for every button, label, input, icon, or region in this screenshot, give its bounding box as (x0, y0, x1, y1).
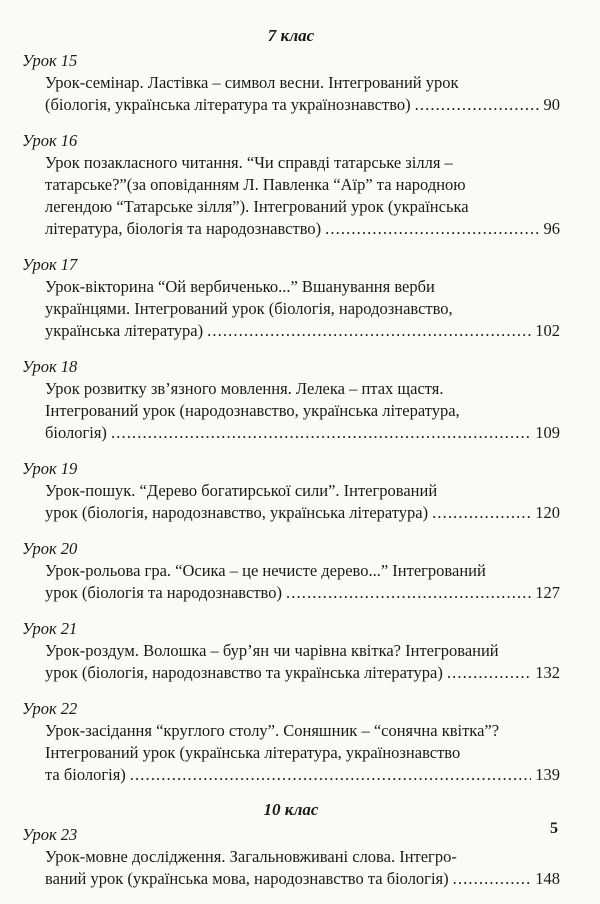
description-line: Інтегрований урок (українська література, українознавство (45, 743, 461, 762)
description-line: Урок-вікторина “Ой вербиченько...” Вшанування верби (45, 277, 435, 296)
page-reference: 148 (535, 869, 560, 888)
dot-leader (130, 764, 531, 786)
dot-leader (415, 94, 540, 116)
toc-entry (22, 254, 560, 342)
page-reference: 132 (535, 663, 560, 682)
section-grade-7 (22, 26, 560, 786)
description-line: Урок позакласного читання. “Чи справді татарське зілля – (45, 153, 453, 172)
page-reference: 96 (543, 219, 560, 238)
toc-entry (22, 698, 560, 786)
description-line: біологія) (45, 423, 107, 442)
toc-entry (22, 824, 560, 890)
lesson-description (22, 640, 560, 684)
description-last-line (45, 502, 560, 524)
description-line: урок (біологія та народознавство) (45, 583, 282, 602)
description-line: Інтегрований урок (народознавство, українська література, (45, 401, 460, 420)
description-line: українцями. Інтегрований урок (біологія, народознавство, (45, 299, 453, 318)
description-last-line (45, 868, 560, 890)
lesson-description (22, 720, 560, 786)
lesson-description (22, 72, 560, 116)
section-title: 7 клас (267, 26, 315, 45)
lesson-number: Урок 18 (22, 357, 78, 376)
description-line: Урок-семінар. Ластівка – символ весни. Інтегрований урок (45, 73, 459, 92)
lesson-description (22, 560, 560, 604)
section-title: 10 клас (263, 800, 319, 819)
dot-leader (325, 218, 539, 240)
description-line: Урок-пошук. “Дерево богатирської сили”. Інтегрований (45, 481, 438, 500)
lesson-number: Урок 20 (22, 539, 78, 558)
lesson-description (22, 846, 560, 890)
page-reference: 109 (535, 423, 560, 442)
description-line: ваний урок (українська мова, народознавство та біологія) (45, 869, 449, 888)
page-reference: 127 (535, 583, 560, 602)
page-reference: 90 (543, 95, 560, 114)
page-reference: 102 (535, 321, 560, 340)
description-line: Урок-рольова гра. “Осика – це нечисте дерево...” Інтегрований (45, 561, 486, 580)
lesson-description (22, 378, 560, 444)
dot-leader (453, 868, 532, 890)
table-of-contents (22, 26, 560, 904)
description-line: Урок розвитку зв’язного мовлення. Лелека – птах щастя. (45, 379, 444, 398)
description-last-line (45, 582, 560, 604)
dot-leader (207, 320, 531, 342)
description-line: татарське?”(за оповіданням Л. Павленка “Аїр” та народною (45, 175, 466, 194)
description-line: Урок-засідання “круглого столу”. Соняшник – “сонячна квітка”? (45, 721, 500, 740)
page-reference: 139 (535, 765, 560, 784)
lesson-description (22, 480, 560, 524)
dot-leader (286, 582, 531, 604)
description-last-line (45, 662, 560, 684)
lesson-number: Урок 22 (22, 699, 78, 718)
description-last-line (45, 218, 560, 240)
toc-entry (22, 618, 560, 684)
description-line: та біологія) (45, 765, 126, 784)
toc-entry (22, 130, 560, 240)
description-last-line (45, 422, 560, 444)
dot-leader (447, 662, 531, 684)
description-line: легендою “Татарське зілля”). Інтегрований урок (українська (45, 197, 469, 216)
description-line: Урок-мовне дослідження. Загальновживані слова. Інтегро- (45, 847, 457, 866)
description-line: література, біологія та народознавство) (45, 219, 322, 238)
lesson-number: Урок 16 (22, 131, 78, 150)
description-line: українська література) (45, 321, 204, 340)
lesson-description (22, 276, 560, 342)
toc-entry (22, 458, 560, 524)
description-line: урок (біологія, народознавство, українська література) (45, 503, 429, 522)
description-line: урок (біологія, народознавство та українська література) (45, 663, 443, 682)
description-last-line (45, 764, 560, 786)
page-number: 5 (550, 820, 558, 837)
lesson-number: Урок 15 (22, 51, 78, 70)
description-last-line (45, 94, 560, 116)
description-line: (біологія, українська література та українознавство) (45, 95, 411, 114)
toc-entry (22, 538, 560, 604)
dot-leader (111, 422, 531, 444)
lesson-description (22, 152, 560, 240)
description-last-line (45, 320, 560, 342)
description-line: Урок-роздум. Волошка – бур’ян чи чарівна квітка? Інтегрований (45, 641, 499, 660)
lesson-number: Урок 19 (22, 459, 78, 478)
lesson-number: Урок 21 (22, 619, 78, 638)
lesson-number: Урок 17 (22, 255, 78, 274)
dot-leader (432, 502, 531, 524)
section-grade-10 (22, 800, 560, 890)
page-reference: 120 (535, 503, 560, 522)
toc-entry (22, 356, 560, 444)
toc-entry (22, 50, 560, 116)
lesson-number: Урок 23 (22, 825, 78, 844)
